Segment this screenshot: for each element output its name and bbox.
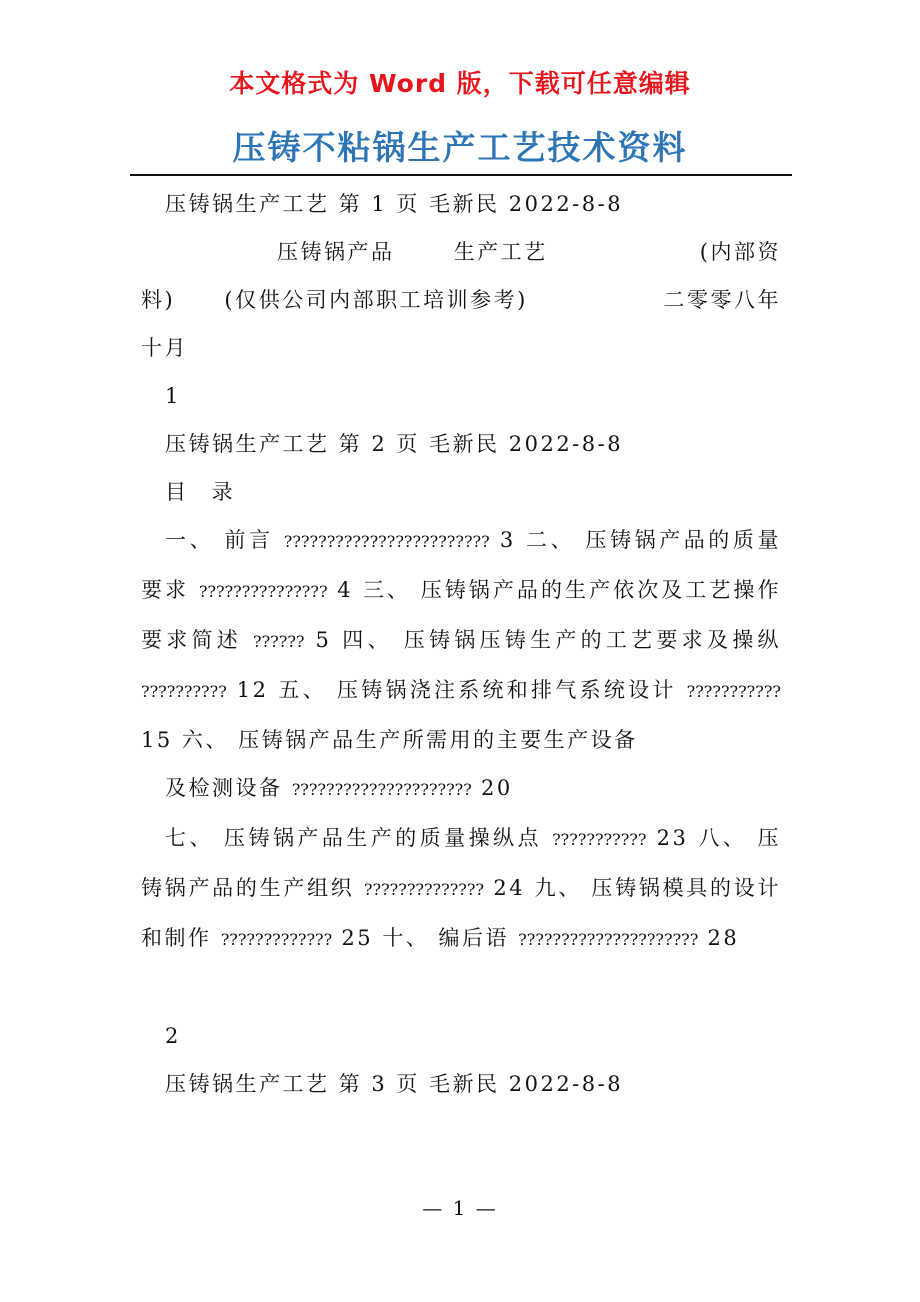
toc-leader: ????????????????????? <box>291 780 472 799</box>
footer-page-number: — 1 — <box>422 1196 498 1220</box>
cover-product: 压铸锅产品 <box>277 240 395 264</box>
toc-item[interactable]: 三、 压铸锅产品的生产依次及工艺操作要求简述 <box>141 578 781 652</box>
toc-leader: ????????????????????? <box>518 930 699 949</box>
toc-page: 24 <box>493 876 526 900</box>
cover-process: 生产工艺 <box>453 240 548 264</box>
cover-training-note: (仅供公司内部职工培训参考) <box>224 288 528 312</box>
toc-page: 28 <box>707 926 740 950</box>
cover-line-2 <box>141 276 781 324</box>
document-body <box>141 180 781 1108</box>
toc-leader: ??????????? <box>686 682 781 701</box>
toc-page: 4 <box>337 578 354 602</box>
toc-block-1 <box>141 516 781 764</box>
toc-leader: ?????????????? <box>363 880 485 899</box>
toc-item[interactable]: 九、 压铸锅模具的设计和制作 <box>141 876 781 950</box>
toc-page: 3 <box>499 528 516 552</box>
toc-leader: ??????????????? <box>198 582 328 601</box>
toc-item[interactable]: 五、 压铸锅浇注系统和排气系统设计 <box>278 678 687 702</box>
cover-year: 二零零八年 <box>663 288 781 312</box>
toc-leader: ?????????? <box>141 682 227 701</box>
toc-leader: ??????????? <box>552 830 647 849</box>
page-number-2: 2 <box>165 1024 181 1048</box>
page-header-1: 压铸锅生产工艺 第 1 页 毛新民 2022-8-8 <box>165 192 624 216</box>
toc-item[interactable]: 六、 压铸锅产品生产所需用的主要生产设备 <box>181 728 638 752</box>
toc-page: 5 <box>315 628 332 652</box>
toc-page: 23 <box>656 826 689 850</box>
toc-leader: ???????????????????????? <box>283 532 490 551</box>
toc-page: 15 <box>141 728 173 752</box>
toc-item[interactable]: 一、 前言 <box>165 528 284 552</box>
toc-leader: ????????????? <box>220 930 333 949</box>
toc-item[interactable]: 及检测设备 <box>165 776 292 800</box>
toc-item[interactable]: 四、 压铸锅压铸生产的工艺要求及操纵 <box>342 628 781 652</box>
toc-heading: 目 录 <box>165 480 236 504</box>
cover-line-1 <box>141 228 781 276</box>
toc-item[interactable]: 八、 压铸锅产品的生产组织 <box>141 826 781 900</box>
toc-leader: ?????? <box>253 632 305 651</box>
page-number-1: 1 <box>165 384 181 408</box>
toc-page: 20 <box>481 776 513 800</box>
download-banner: 本文格式为 Word 版，下载可任意编辑 <box>229 69 691 98</box>
toc-item[interactable]: 十、 编后语 <box>382 926 519 950</box>
cover-material: 料) <box>141 288 176 312</box>
document-title: 压铸不粘锅生产工艺技术资料 <box>232 128 688 167</box>
toc-page: 12 <box>236 678 269 702</box>
toc-item[interactable]: 七、 压铸锅产品生产的质量操纵点 <box>165 826 553 850</box>
page-header-3: 压铸锅生产工艺 第 3 页 毛新民 2022-8-8 <box>165 1072 624 1096</box>
page-header-2: 压铸锅生产工艺 第 2 页 毛新民 2022-8-8 <box>165 432 624 456</box>
cover-month: 十月 <box>141 336 188 360</box>
title-divider <box>130 174 792 176</box>
toc-page: 25 <box>341 926 374 950</box>
toc-block-2 <box>141 764 781 814</box>
toc-item[interactable]: 二、 压铸锅产品的质量要求 <box>141 528 781 602</box>
cover-internal: (内部资 <box>699 240 781 264</box>
blank-space <box>141 964 781 1012</box>
toc-block-3 <box>141 814 781 964</box>
